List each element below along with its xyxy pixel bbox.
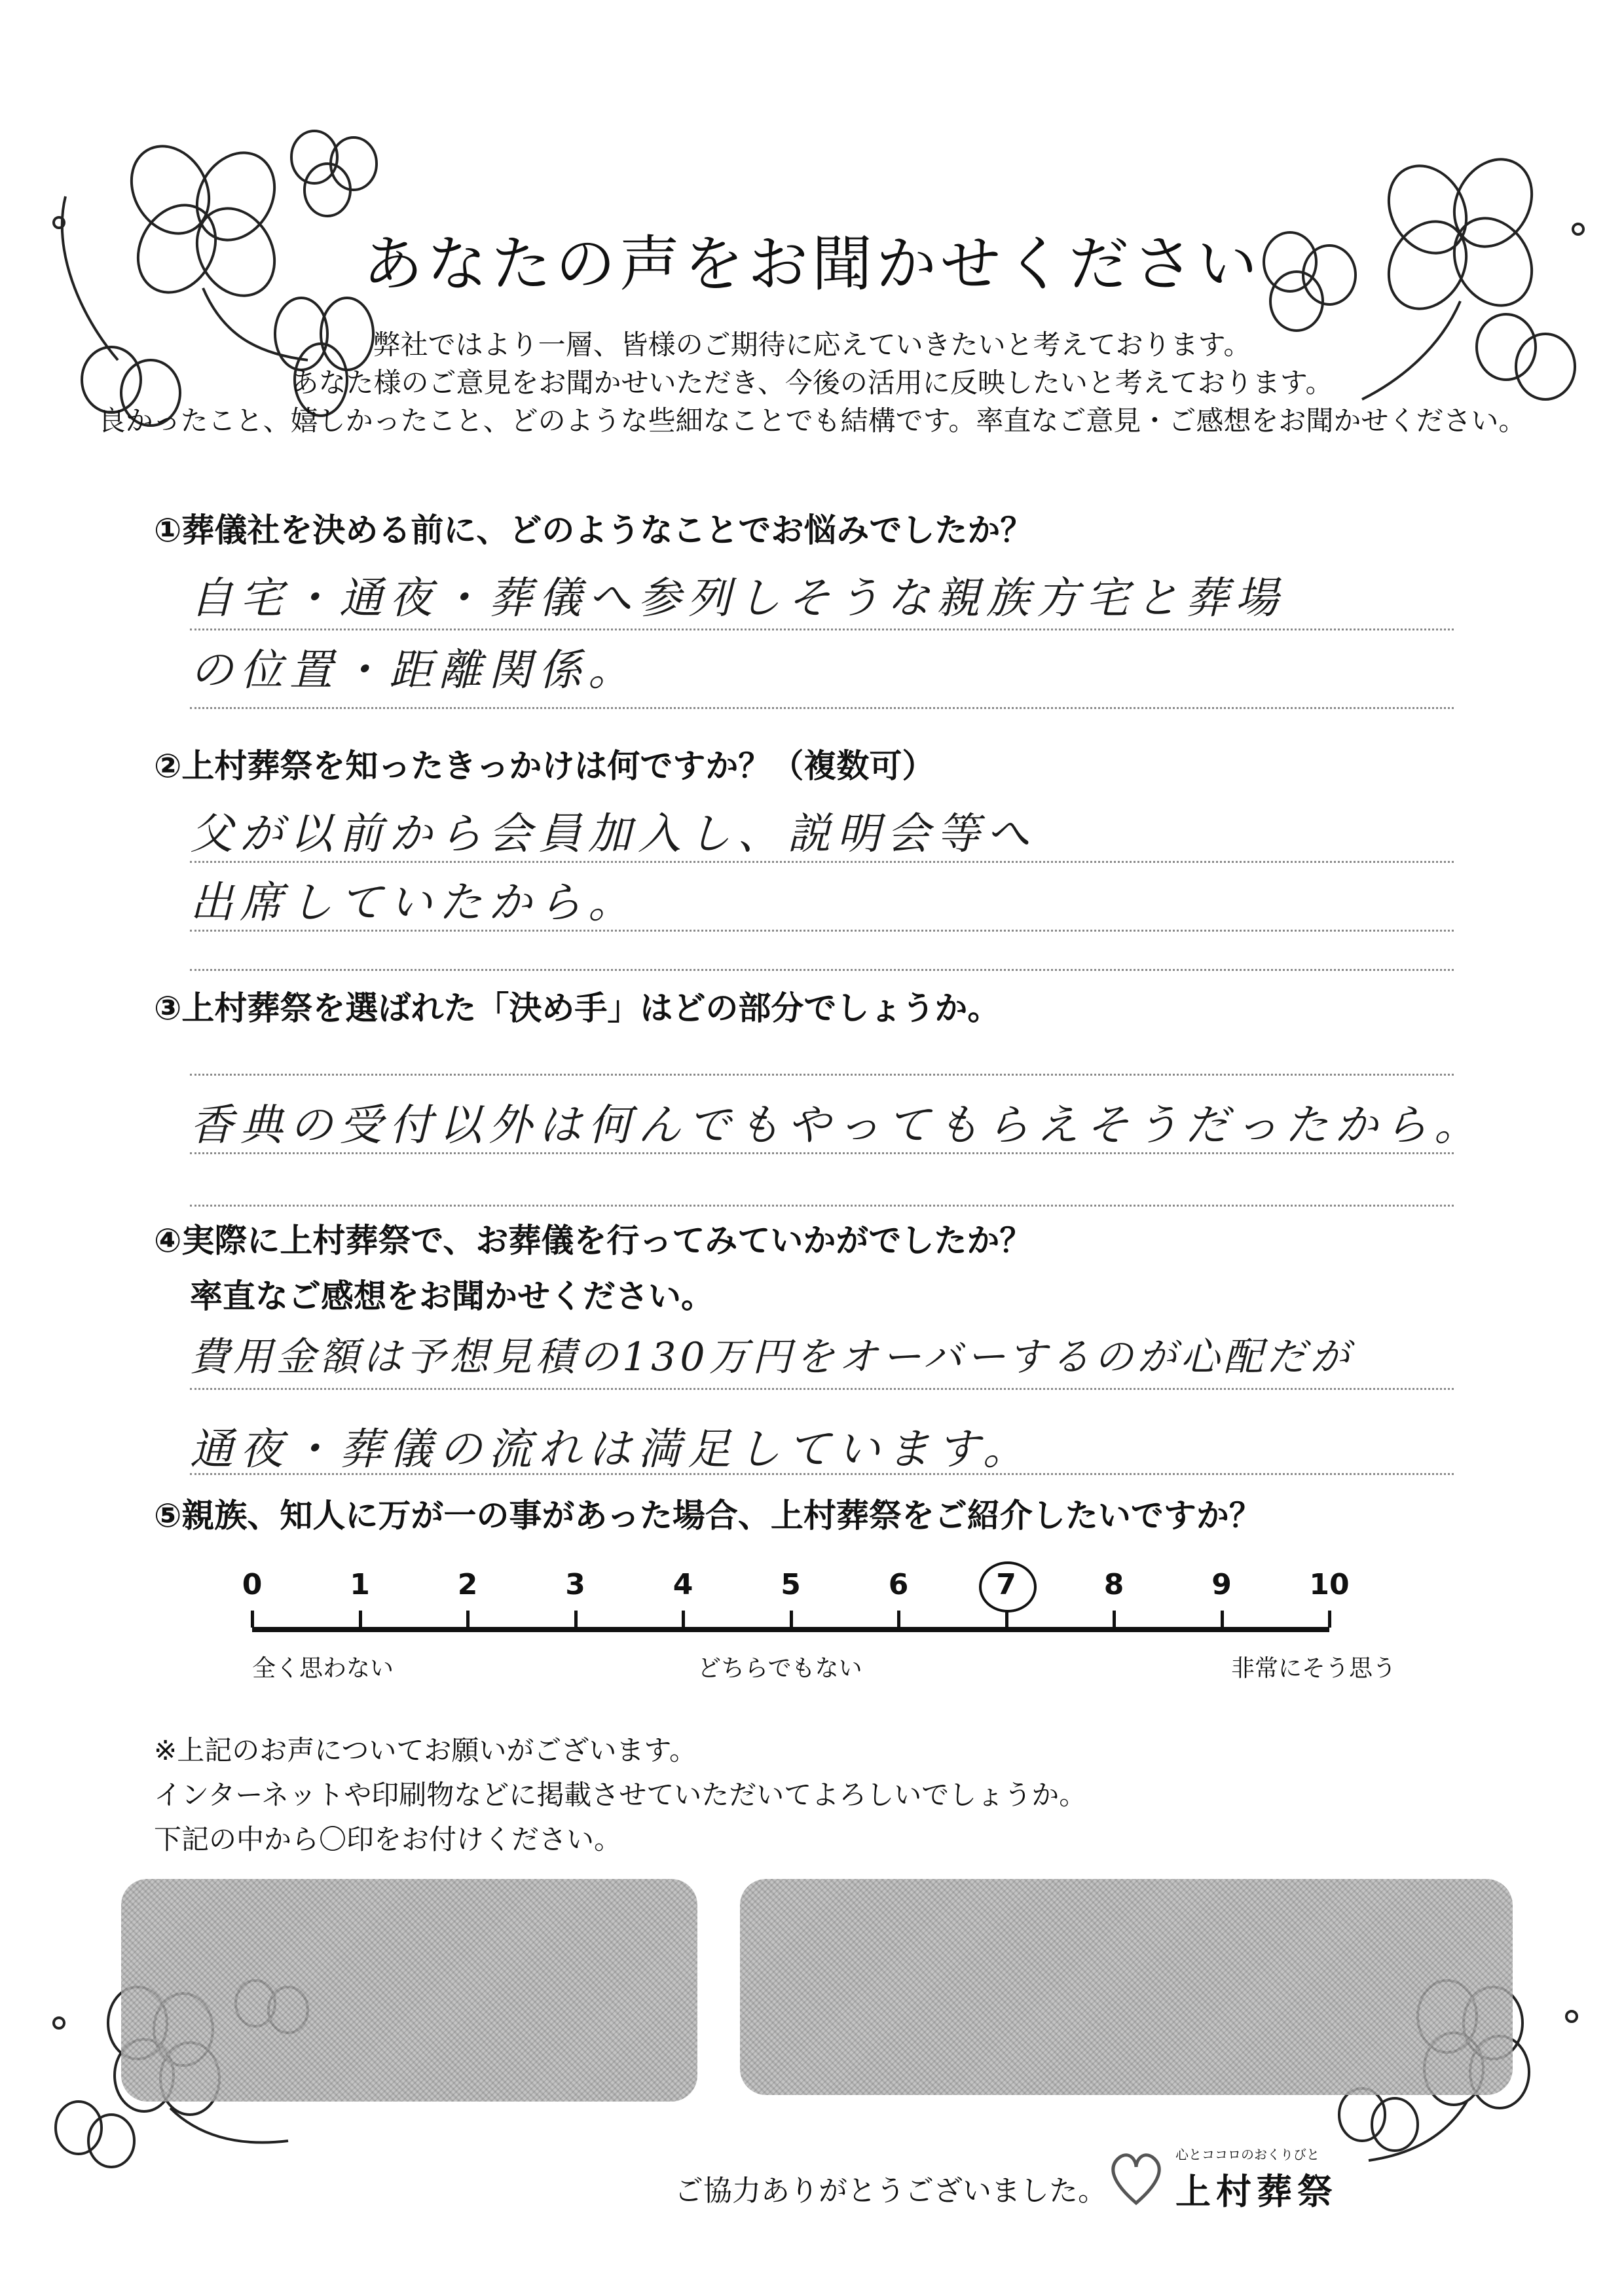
answer-rule [190,1473,1454,1475]
scale-number-3[interactable]: 3 [565,1568,585,1601]
scale-tick-5 [790,1611,793,1628]
answer-rule [190,1074,1454,1076]
question-1-answer-line-1: 自宅・通夜・葬儀へ参列しそうな親族方宅と葬場 [190,573,1285,623]
answer-rule [190,861,1454,863]
logo-name: 上村葬祭 [1175,2171,1338,2212]
question-3-answer-line-1: 香典の受付以外は何んでもやってもらえそうだったから。 [190,1100,1484,1150]
question-4-answer-line-2: 通夜・葬儀の流れは満足しています。 [190,1424,1033,1474]
intro-line-1: 弊社ではより一層、皆様のご期待に応えていきたいと考えております。 [373,329,1251,361]
scale-label-right: 非常にそう思う [1231,1655,1397,1682]
scale-number-8[interactable]: 8 [1103,1568,1124,1601]
scale-tick-9 [1221,1611,1224,1628]
answer-rule [190,1152,1454,1154]
question-4-sublabel: 率直なご感想をお聞かせください。 [190,1277,714,1315]
scale-label-middle: どちらでもない [697,1655,862,1682]
scale-tick-3 [574,1611,578,1628]
scale-label-left: 全く思わない [252,1655,394,1682]
answer-rule [190,629,1454,630]
selected-rating-circle [979,1561,1037,1613]
scale-tick-0 [251,1611,254,1628]
scale-number-4[interactable]: 4 [673,1568,693,1601]
thanks-text: ご協力ありがとうございました。 [674,2174,1107,2208]
scale-tick-10 [1328,1611,1331,1628]
redacted-area-right [740,1879,1513,2095]
scale-number-9[interactable]: 9 [1211,1568,1232,1601]
question-2-label: ②上村葬祭を知ったきっかけは何ですか？（複数可） [154,747,935,785]
scale-tick-1 [359,1611,362,1628]
redacted-area-left [121,1879,697,2102]
notice-line-2: インターネットや印刷物などに掲載させていただいてよろしいでしょうか。 [154,1779,1087,1811]
rating-scale-line [252,1627,1329,1632]
question-1-answer-line-2: の位置・距離関係。 [190,645,638,695]
scale-tick-4 [682,1611,685,1628]
question-3-label: ③上村葬祭を選ばれた「決め手」はどの部分でしょうか。 [154,989,1001,1027]
question-2-answer-line-2: 出席していたから。 [190,877,638,928]
heart-logo-icon [1107,2144,1166,2210]
scale-tick-2 [466,1611,470,1628]
scale-number-2[interactable]: 2 [457,1568,478,1601]
question-2-answer-line-1: 父が以前から会員加入し、説明会等へ [190,809,1036,859]
scale-number-7[interactable]: 7 [996,1568,1016,1601]
answer-rule [190,930,1454,932]
scale-number-1[interactable]: 1 [350,1568,370,1601]
answer-rule [190,1388,1454,1390]
scale-tick-7 [1005,1611,1008,1628]
question-4-label: ④実際に上村葬祭で、お葬儀を行ってみていかがでしたか？ [154,1222,1033,1260]
answer-rule [190,1205,1454,1207]
question-1-label: ①葬儀社を決める前に、どのようなことでお悩みでしたか？ [154,511,1033,549]
intro-line-2: あなた様のご意見をお聞かせいただき、今後の活用に反映したいと考えております。 [291,367,1333,399]
scale-tick-8 [1113,1611,1116,1628]
scale-number-5[interactable]: 5 [781,1568,801,1601]
answer-rule [190,969,1454,971]
scale-number-6[interactable]: 6 [888,1568,909,1601]
intro-line-3: 良かったこと、嬉しかったこと、どのような些細なことでも結構です。率直なご意見・ご感想をお聞かせください。 [98,405,1526,437]
page-title: あなたの声をお聞かせください [362,229,1261,299]
notice-line-3: 下記の中から〇印をお付けください。 [154,1823,622,1855]
answer-rule [190,707,1454,709]
scale-number-10[interactable]: 10 [1309,1568,1350,1601]
question-4-answer-line-1: 費用金額は予想見積の130万円をオーバーするのが心配だが [190,1334,1354,1380]
logo-tagline: 心とココロのおくりびと [1175,2147,1320,2162]
scale-number-0[interactable]: 0 [242,1568,263,1601]
question-5-label: ⑤親族、知人に万が一の事があった場合、上村葬祭をご紹介したいですか？ [154,1497,1262,1535]
notice-line-1: ※上記のお声についてお願いがございます。 [154,1734,697,1766]
scale-tick-6 [897,1611,900,1628]
